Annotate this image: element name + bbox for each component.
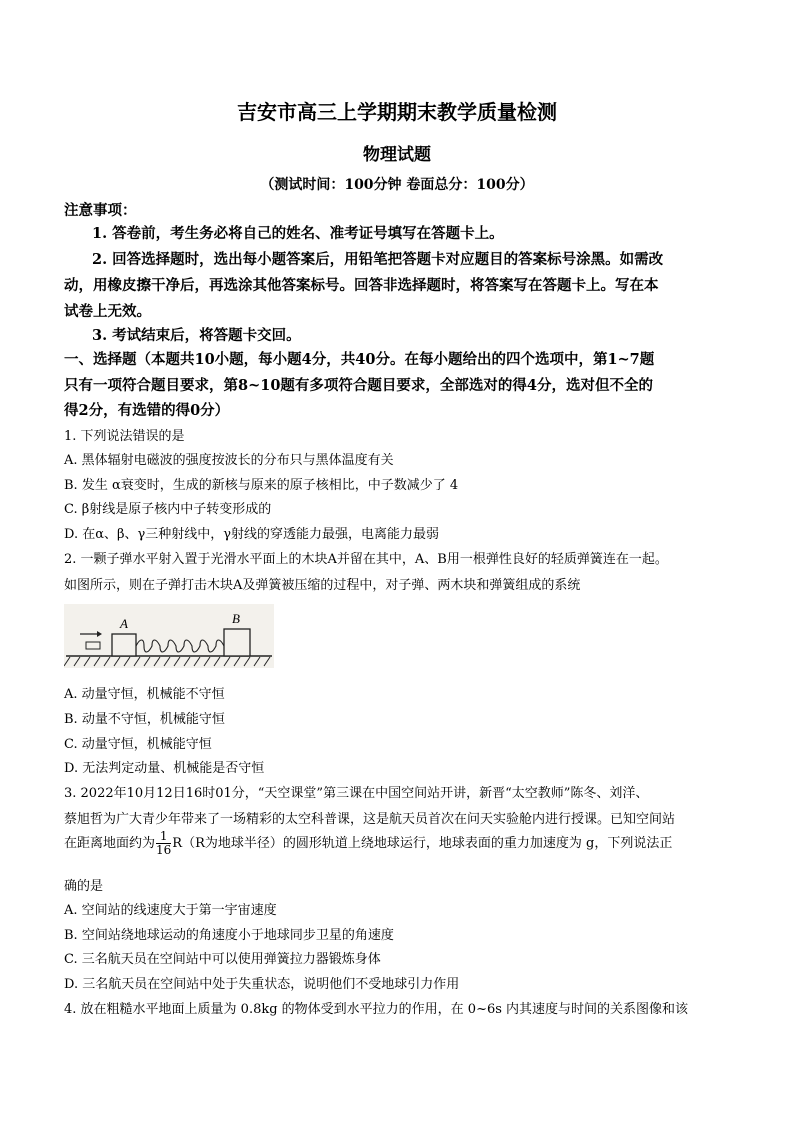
fraction-numerator: 1 [156,830,171,844]
q3-option-a: A. 空间站的线速度大于第一宇宙速度 [64,903,277,918]
q2-option-d: D. 无法判定动量、机械能是否守恒 [64,761,265,776]
notice-item: 1. 答卷前，考生务必将自己的姓名、准考证号填写在答题卡上。 [92,225,504,242]
q2-option-b: B. 动量不守恒，机械能守恒 [64,712,225,727]
q3-stem: 蔡旭哲为广大青少年带来了一场精彩的太空科普课，这是航天员首次在问天实验舱内进行授课。已知空间站 [64,812,676,827]
spring [136,640,224,652]
spring-block-diagram [64,604,274,668]
q1-option-d: D. 在α、β、γ三种射线中，γ射线的穿透能力最强，电离能力最弱 [64,527,440,542]
block-b [224,629,250,656]
q1-stem: 1. 下列说法错误的是 [64,429,185,444]
fraction-one-sixteenth [156,830,171,857]
block-a-label: A [120,616,128,631]
q3-option-b: B. 空间站绕地球运动的角速度小于地球同步卫星的角速度 [64,928,394,943]
q3-line3-pre: 在距离地面约为 [64,836,156,851]
fraction-denominator: 16 [156,843,172,857]
block-b-label: B [232,611,240,626]
q3-option-d: D. 三名航天员在空间站中处于失重状态，说明他们不受地球引力作用 [64,977,460,992]
notice-item: 动，用橡皮擦干净后，再选涂其他答案标号。回答非选择题时，将答案写在答题卡上。写在本 [64,277,659,294]
q1-option-a: A. 黑体辐射电磁波的强度按波长的分布只与黑体温度有关 [64,453,394,468]
q3-line3-post: R（R为地球半径）的圆形轨道上绕地球运行，地球表面的重力加速度为 g，下列说法正 [172,836,673,851]
q1-option-c: C. β射线是原子核内中子转变形成的 [64,502,272,517]
spring-block-figure [64,604,274,668]
section-heading: 一、选择题（本题共10小题，每小题4分，共40分。在每小题给出的四个选项中，第1~7题 [64,351,655,368]
q2-option-a: A. 动量守恒，机械能不守恒 [64,687,225,702]
section-heading: 只有一项符合题目要求，第8~10题有多项符合题目要求，全部选对的得4分，选对但不全的 [64,377,654,394]
exam-title: 吉安市高三上学期期末教学质量检测 [237,100,557,124]
q3-stem-formula-line [64,830,732,857]
q4-stem: 4. 放在粗糙水平地面上质量为 0.8kg 的物体受到水平拉力的作用，在 0~6s 内其速度与时间的关系图像和该 [64,1002,689,1017]
q3-stem: 3. 2022年10月12日16时01分，“天空课堂”第三课在中国空间站开讲，新晋“太空教师”陈冬、刘洋、 [64,786,649,801]
bullet [80,631,102,649]
notice-item: 试卷上无效。 [64,303,151,320]
q1-option-b: B. 发生 α衰变时，生成的新核与原来的原子核相比，中子数减少了 4 [64,478,459,493]
exam-meta: （测试时间：100分钟 卷面总分：100分） [260,177,534,193]
q2-option-c: C. 动量守恒，机械能守恒 [64,737,212,752]
q3-option-c: C. 三名航天员在空间站中可以使用弹簧拉力器锻炼身体 [64,952,381,967]
q2-stem: 如图所示，则在子弹打击木块A及弹簧被压缩的过程中，对子弹、两木块和弹簧组成的系统 [64,578,581,593]
section-heading: 得2分，有选错的得0分） [64,402,230,419]
notice-item: 2. 回答选择题时，选出每小题答案后，用铅笔把答题卡对应题目的答案标号涂黑。如需改 [92,251,664,268]
block-a [112,634,136,656]
q2-stem: 2. 一颗子弹水平射入置于光滑水平面上的木块A并留在其中，A、B用一根弹性良好的轻质弹簧连在一起。 [64,552,668,567]
subject-title: 物理试题 [363,145,431,165]
q3-stem: 确的是 [64,879,104,894]
notice-item: 3. 考试结束后，将答题卡交回。 [92,327,301,344]
notice-heading: 注意事项： [64,202,137,219]
